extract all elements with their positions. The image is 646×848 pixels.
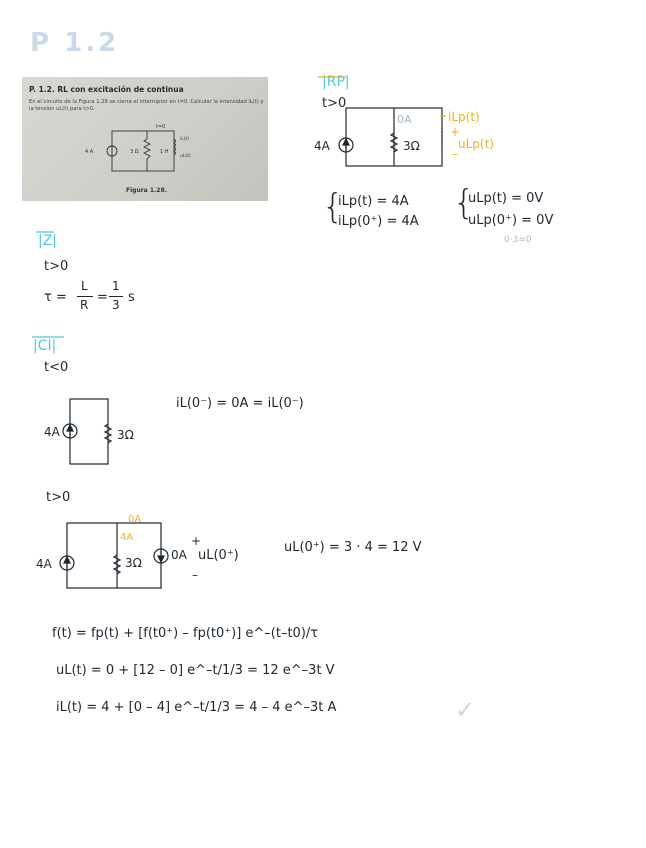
ci-resistor-label-1: 3Ω bbox=[117, 428, 134, 442]
rp-condition: t>0 bbox=[322, 96, 347, 111]
rp-plus: + bbox=[450, 125, 461, 139]
photo-resistor-label: 3 Ω bbox=[130, 149, 139, 155]
ci-u-label: uL(0⁺) bbox=[198, 548, 239, 563]
tau-label: |Z| bbox=[38, 233, 58, 249]
rp-resistor-label: 3Ω bbox=[403, 139, 420, 153]
ci-eq-u0: uL(0⁺) = 3 · 4 = 12 V bbox=[284, 540, 422, 555]
rp-note: 0·3=0 bbox=[504, 235, 532, 245]
rp-brace-left: { bbox=[322, 187, 344, 227]
tau-condition: t>0 bbox=[44, 259, 69, 274]
page-title: P 1.2 bbox=[30, 28, 120, 58]
rp-eq-i2: iLp(0⁺) = 4A bbox=[338, 214, 419, 229]
general-formula: f(t) = fp(t) + [f(t0⁺) – fp(t0⁺)] e^–(t–t0)/τ bbox=[52, 626, 319, 641]
rp-source-label: 4A bbox=[314, 139, 330, 153]
tau-fraction-bar-2 bbox=[109, 296, 123, 297]
photo-switch-label: t=0 bbox=[156, 124, 166, 130]
ci-eq-initial: iL(0⁻) = 0A = iL(0⁻) bbox=[176, 396, 304, 411]
photo-voltage-label: uL(t) bbox=[180, 154, 191, 159]
rp-eq-u1: uLp(t) = 0V bbox=[468, 191, 544, 206]
problem-heading: P. 1.2. RL con excitación de continua bbox=[29, 85, 184, 94]
rp-brace-right: { bbox=[453, 183, 475, 223]
tau-lhs: τ = bbox=[44, 290, 67, 305]
tau-unit: s bbox=[128, 290, 135, 305]
photo-source-label: 4 A bbox=[85, 149, 94, 155]
ci-cond-after: t>0 bbox=[46, 490, 71, 505]
ci-label: |CI| bbox=[33, 338, 57, 354]
tau-fraction-bar-1 bbox=[77, 296, 93, 297]
tau-den: 3 bbox=[112, 298, 120, 312]
ci-resistor-label-2: 3Ω bbox=[125, 556, 142, 570]
tau-L: L bbox=[81, 279, 88, 293]
photo-inductor-label: 1 H bbox=[160, 149, 169, 155]
ci-plus: + bbox=[191, 534, 202, 548]
ci-yellow-top: 0A bbox=[128, 514, 142, 525]
rp-voltage-label: uLp(t) bbox=[458, 137, 494, 151]
i-solution: iL(t) = 4 + [0 – 4] e^–t/1/3 = 4 – 4 e^–3t A bbox=[56, 700, 337, 715]
rp-eq-u2: uLp(0⁺) = 0V bbox=[468, 213, 554, 228]
rp-label: |RP| bbox=[322, 74, 350, 90]
rp-eq-i1: iLp(t) = 4A bbox=[338, 194, 409, 209]
tau-num: 1 bbox=[112, 279, 120, 293]
tau-R: R bbox=[80, 298, 89, 312]
ci-yellow-mid: 4A bbox=[120, 532, 134, 543]
photo-current-label: iL(t) bbox=[180, 137, 190, 142]
rp-zero-current: 0A bbox=[397, 113, 412, 126]
u-solution: uL(t) = 0 + [12 – 0] e^–t/1/3 = 12 e^–3t V bbox=[56, 663, 335, 678]
problem-photo bbox=[22, 77, 268, 201]
tau-equals: = bbox=[97, 290, 108, 305]
problem-statement: En el circuito de la Figura 1.28 se cierra el interruptor en t=0. Calcular la intensidad iL(t) y la tensión uL(t) para t>0. bbox=[29, 99, 264, 112]
problem-circuit bbox=[22, 77, 268, 201]
figure-caption: Figura 1.28. bbox=[126, 187, 167, 194]
check-mark-icon: ✓ bbox=[455, 696, 476, 724]
ci-cond-before: t<0 bbox=[44, 360, 69, 375]
rp-minus: – bbox=[452, 147, 458, 161]
ci-source-label-1: 4A bbox=[44, 425, 60, 439]
ci-minus: – bbox=[192, 568, 198, 582]
rp-current-label: iLp(t) bbox=[448, 110, 480, 124]
ci-switched-source: 0A bbox=[171, 548, 187, 562]
ci-source-label-2: 4A bbox=[36, 557, 52, 571]
